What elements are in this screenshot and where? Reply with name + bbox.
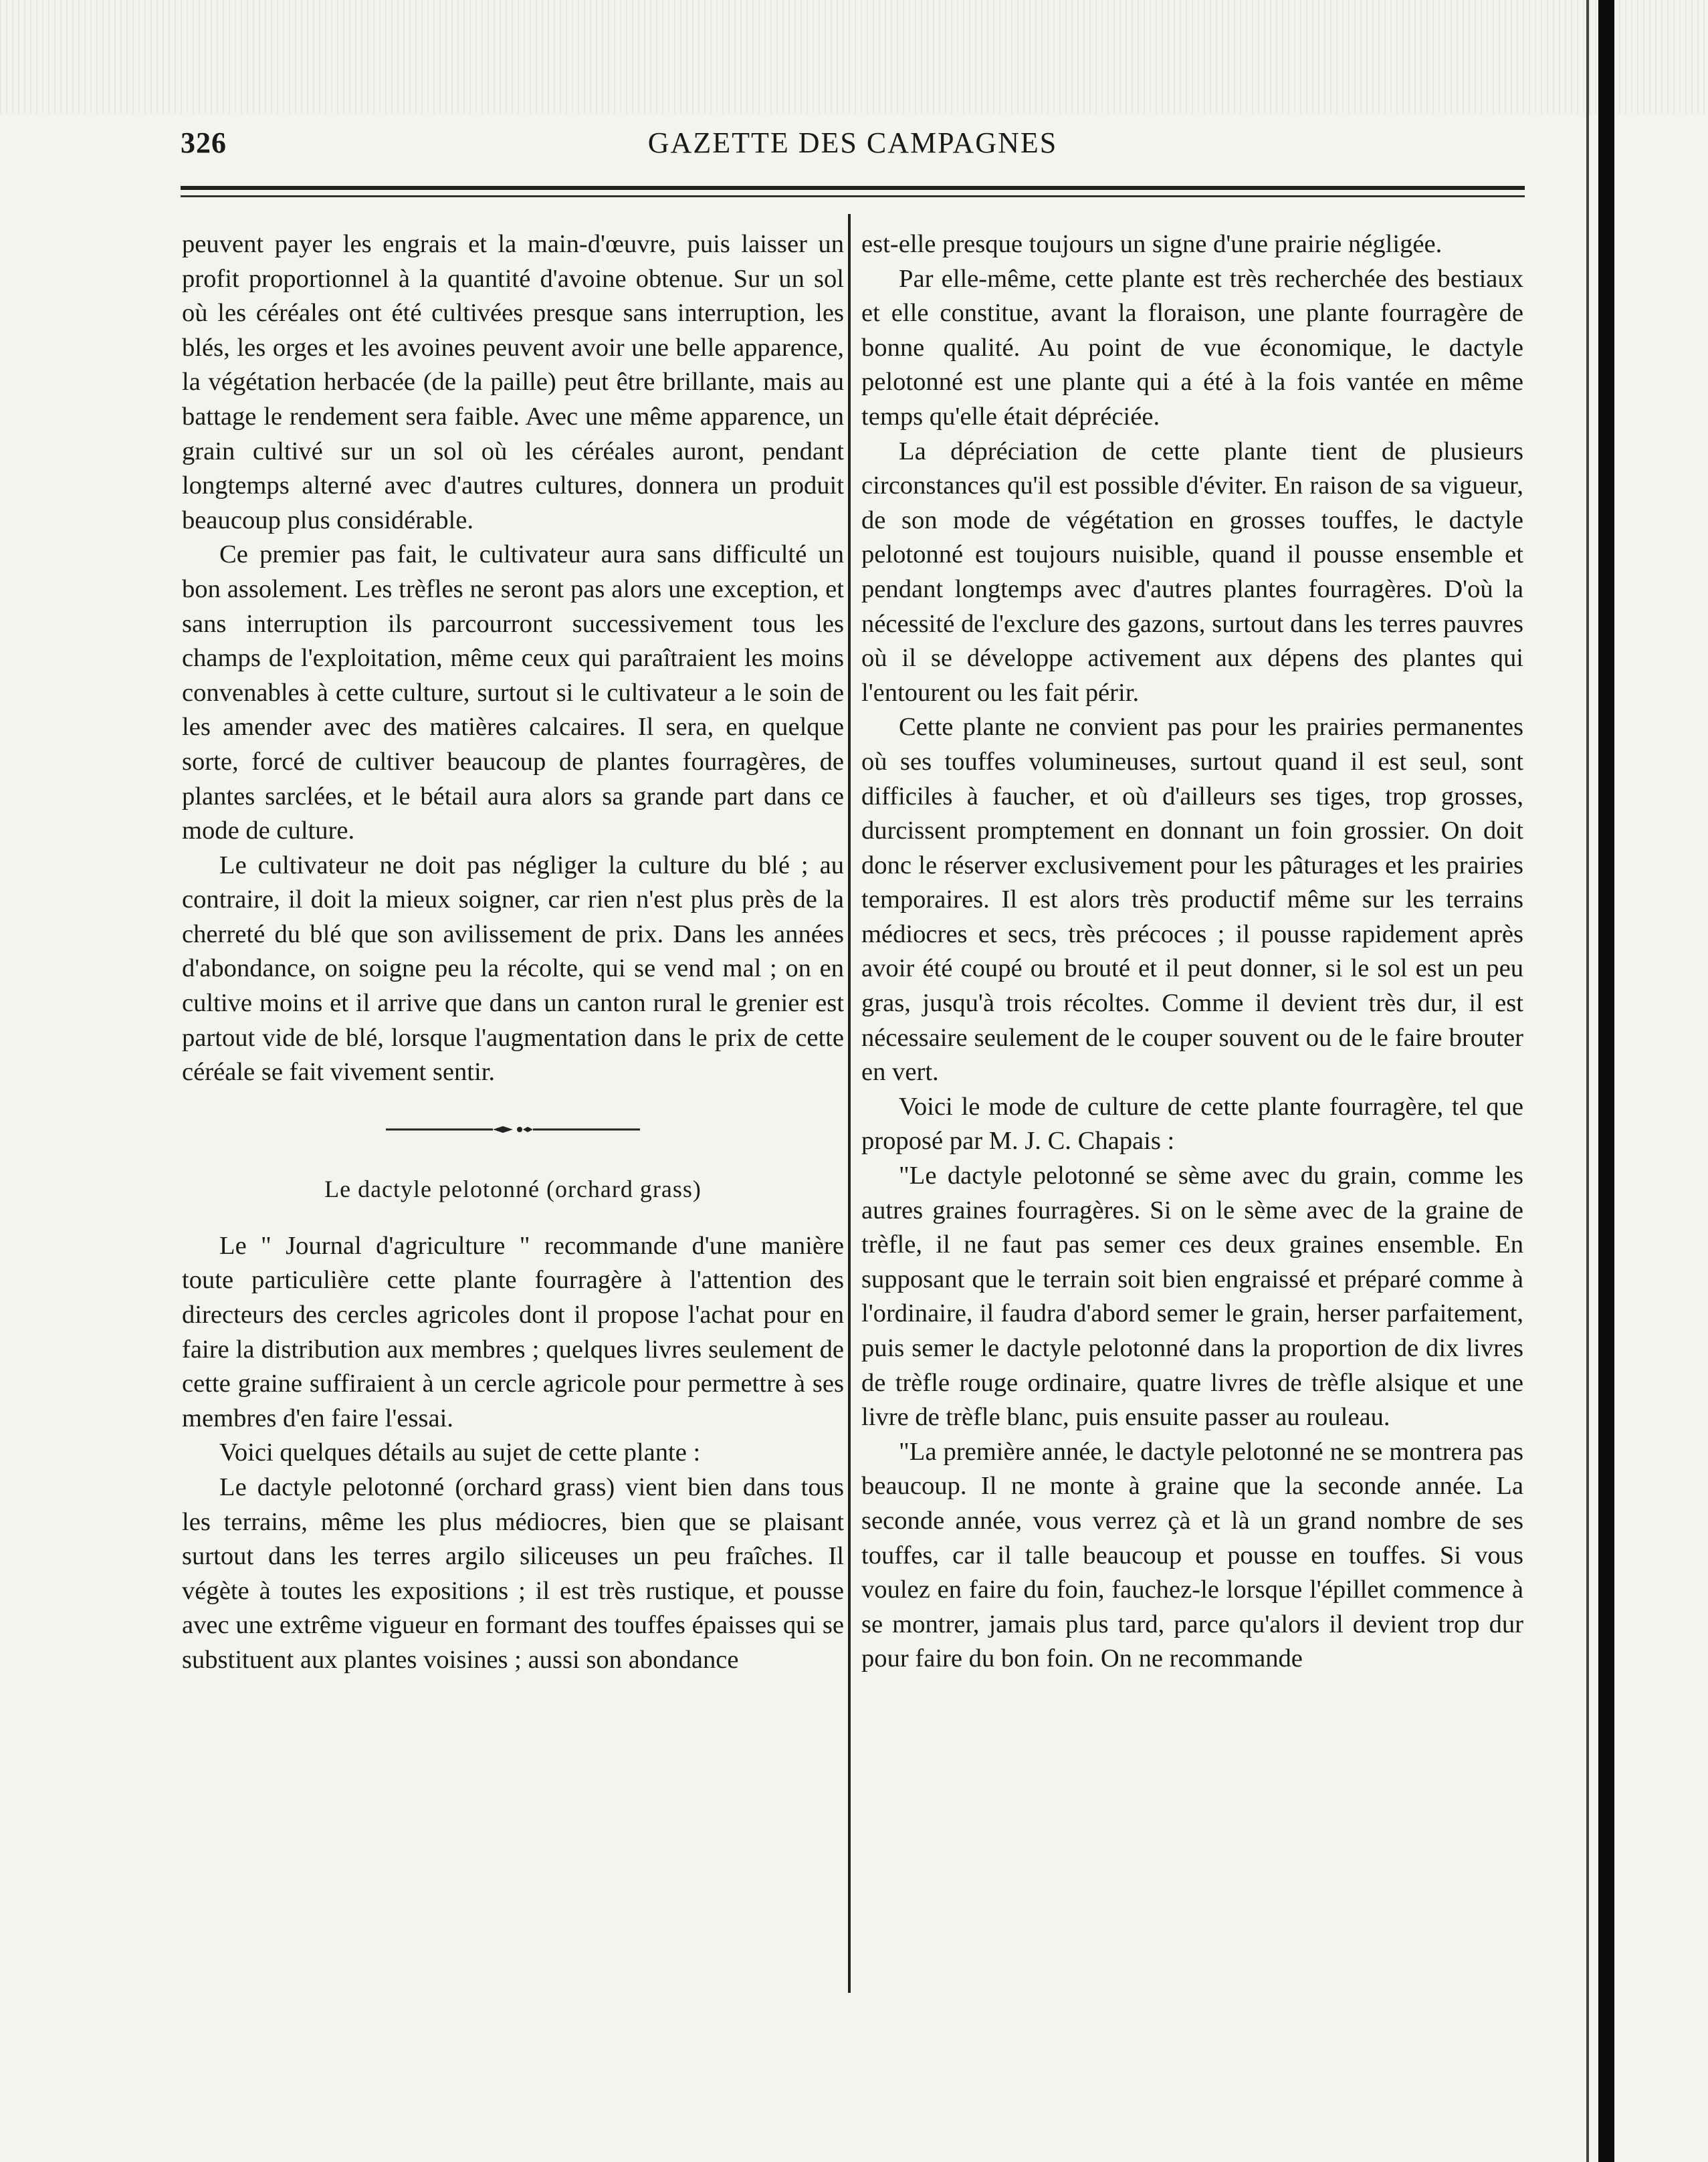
right-column	[861, 227, 1523, 1677]
column-divider	[848, 214, 851, 1993]
paragraph: peuvent payer les engrais et la main-d'œuvre, puis laisser un profit proportionnel à la quantité d'avoine obtenue. Sur un sol où les céréales ont été cultivées presque sans interruption, les blés, les orges et les avoines peuvent avoir une belle apparence, la végétation herbacée (de la paille) peut être brillante, mais au battage le rendement sera faible. Avec une même apparence, un grain cultivé sur un sol où les céréales auront, pendant longtemps alterné avec d'autres cultures, donnera un produit beaucoup plus considérable.	[182, 230, 844, 534]
paragraph: Ce premier pas fait, le cultivateur aura sans difficulté un bon assolement. Les trèfles ne seront pas alors une exception, et sans interruption ils parcourront successivement tous les champs de l'exploitation, même ceux qui paraîtraient les moins convenables à cette culture, surtout si le cultivateur a le soin de les amender avec des matières calcaires. Il sera, en quelque sorte, forcé de cultiver beaucoup de plantes fourragères, de plantes sarclées, et le bétail aura alors sa grande part dans ce mode de culture.	[182, 540, 844, 845]
section-title: Le dactyle pelotonné (orchard grass)	[324, 1175, 702, 1202]
paragraph: "Le dactyle pelotonné se sème avec du grain, comme les autres graines fourragères. Si on le sème avec de la graine de trèfle, il ne faut pas semer ces deux graines ensemble. En supposant que le terrain soit bien engraissé et préparé comme à l'ordinaire, il faudra d'abord semer le grain, herser parfaitement, puis semer le dactyle pelotonné dans la proportion de dix livres de trèfle rouge ordinaire, quatre livres de trèfle alsique et une livre de trèfle blanc, puis ensuite passer au rouleau.	[861, 1162, 1523, 1432]
left-column	[182, 227, 844, 1678]
paragraph: Cette plante ne convient pas pour les prairies permanentes où ses touffes volumineuses, surtout quand il est seul, sont difficiles à faucher, et où d'ailleurs ses tiges, trop grosses, durcissent promptement en donnant un foin grossier. On doit donc le réserver exclusivement pour les pâturages et les prairies temporaires. Il est alors très productif même sur les terrains médiocres et secs, très précoces ; il pousse rapidement après avoir été coupé ou brouté et il peut donner, si le sol est un peu gras, jusqu'à trois récoltes. Comme il devient très dur, il est nécessaire seulement de le couper souvent ou de le faire brouter en vert.	[861, 713, 1523, 1087]
section-ornament	[386, 1125, 640, 1134]
scan-noise	[0, 0, 1708, 114]
paragraph: Le " Journal d'agriculture " recommande d'une manière toute particulière cette plante fourragère à l'attention des directeurs des cercles agricoles dont il propose l'achat pour en faire la distribution aux membres ; quelques livres seulement de cette graine suffiraient à un cercle agricole pour permettre à ses membres d'en faire l'essai.	[182, 1231, 844, 1432]
paragraph: Voici le mode de culture de cette plante fourragère, tel que proposé par M. J. C. Chapais :	[861, 1092, 1523, 1156]
paragraph: Par elle-même, cette plante est très recherchée des bestiaux et elle constitue, avant la floraison, une plante fourragère de bonne qualité. Au point de vue économique, le dactyle pelotonné est une plante qui a été à la fois vantée en même temps qu'elle était dépréciée.	[861, 264, 1523, 431]
paragraph: La dépréciation de cette plante tient de plusieurs circonstances qu'il est possible d'éviter. En raison de sa vigueur, de son mode de végétation en grosses touffes, le dactyle pelotonné est toujours nuisible, quand il pousse ensemble et pendant longtemps avec d'autres plantes fourragères. D'où la nécessité de l'exclure des gazons, surtout dans les terres pauvres où il se développe activement aux dépens des plantes qui l'entourent ou les fait périr.	[861, 437, 1523, 707]
scan-edge-line	[1586, 0, 1589, 2162]
paragraph: "La première année, le dactyle pelotonné ne se montrera pas beaucoup. Il ne monte à graine que la seconde année. La seconde année, vous verrez çà et là un grand nombre de ses touffes, car il talle beaucoup et pousse en touffes. Si vous voulez en faire du foin, fauchez-le lorsque l'épillet commence à se montrer, jamais plus tard, parce qu'alors il devient trop dur pour faire du bon foin. On ne recommande	[861, 1437, 1523, 1673]
header-rule-thin	[181, 195, 1525, 197]
header-rule-thick	[181, 186, 1525, 190]
paragraph: Le cultivateur ne doit pas négliger la culture du blé ; au contraire, il doit la mieux soigner, car rien n'est plus près de la cherreté du blé que son avilissement de prix. Dans les années d'abondance, on soigne peu la récolte, qui se vend mal ; on en cultive moins et il arrive que dans un canton rural le grenier est partout vide de blé, lorsque l'augmentation dans le prix de cette céréale se fait vivement sentir.	[182, 851, 844, 1087]
paragraph: est-elle presque toujours un signe d'une prairie négligée.	[861, 230, 1443, 258]
running-title: GAZETTE DES CAMPAGNES	[647, 126, 1058, 159]
paragraph: Le dactyle pelotonné (orchard grass) vient bien dans tous les terrains, même les plus médiocres, bien que se plaisant surtout dans les terres argilo siliceuses un peu fraîches. Il végète à toutes les expositions ; il est très rustique, et pousse avec une extrême vigueur en formant des touffes épaisses qui se substituent aux plantes voisines ; aussi son abondance	[182, 1473, 844, 1674]
page-header	[181, 126, 1525, 173]
page-number: 326	[181, 126, 227, 159]
paragraph: Voici quelques détails au sujet de cette plante :	[219, 1438, 701, 1467]
scan-edge-bar	[1598, 0, 1614, 2162]
